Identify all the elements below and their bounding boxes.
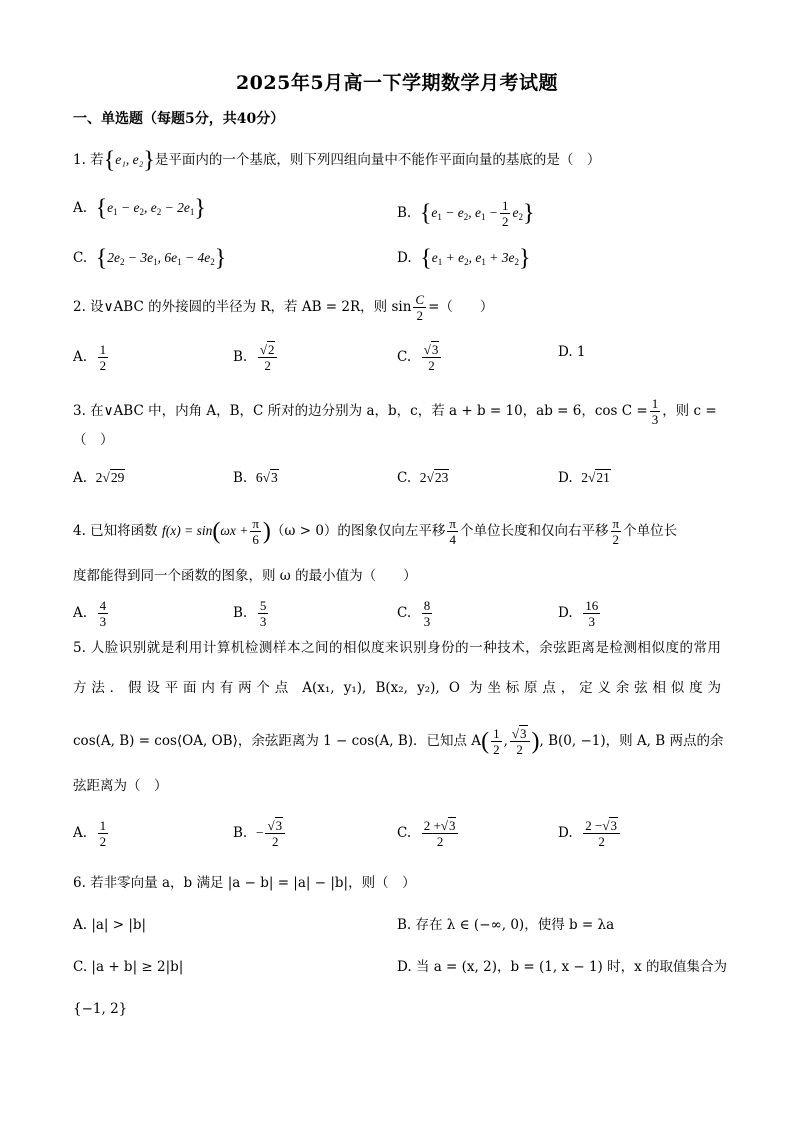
q5-option-d: D. $\frac{2 -√3}{2}$ (558, 818, 622, 849)
q6-option-a: A. |a| > |b| (73, 917, 147, 933)
question-5-line4: 弦距离为（ ） (73, 778, 168, 794)
question-4: 4. 已知将函数 f(x) = sin(ωx + $\frac{\pi}{6}$ )（ω > 0）的图象仅向左平移 $\frac{\pi}{4}$ 个单位长度和仅向右平移 $\frac{\pi}{2}$ 个单位长 (73, 516, 678, 547)
question-5-line3: cos(A, B) = cos⟨OA, OB⟩，余弦距离为 1 − cos(A, B)．已知点 A( $\frac{1}{2}$ , $\frac{√3}{2}$ ), B(0, −1)，则 A, B 两点的余 (73, 726, 724, 757)
q4-option-a: A. $\frac{4}{3}$ (73, 598, 107, 629)
q1-option-b: B. {$e_1 - e_2$, $e_1$ − $\frac{1}{2}$ $e_2$} (397, 198, 535, 229)
q3-option-c: C. 2√23 (397, 470, 449, 486)
q6-option-b: B. 存在 λ ∈ (−∞, 0)，使得 b = λa (397, 917, 615, 933)
q3-option-d: D. 2√21 (558, 470, 610, 486)
question-3-line2: （ ） (73, 432, 114, 448)
q5-option-c: C. $\frac{2 +√3}{2}$ (397, 818, 460, 849)
question-6: 6. 若非零向量 a，b 满足 |a − b| = |a| − |b|，则（ ） (73, 875, 416, 891)
q3-option-a: A. 2√29 (73, 470, 125, 486)
q4-option-c: C. $\frac{8}{3}$ (397, 598, 431, 629)
page-title: 2025年5月高一下学期数学月考试题 (235, 72, 559, 94)
q5-option-a: A. $\frac{1}{2}$ (73, 818, 107, 849)
q2-option-b: B. $\frac{√2}{2}$ (233, 342, 279, 373)
q1-option-a: A. {$e_1 - e_2$, $e_2 - 2e_1$} (73, 195, 206, 222)
question-5-line2: 方法．假设平面内有两个点 A(x₁, y₁), B(x₂, y₂), O 为坐标原点，定义余弦相似度为 (73, 680, 721, 696)
q1-option-d: D. {$e_1 + e_2$, $e_1 + 3e_2$} (397, 245, 531, 272)
q6-option-d-continued: {−1, 2} (73, 1001, 128, 1017)
q2-option-c: C. $\frac{√3}{2}$ (397, 342, 443, 373)
q2-option-d: D. 1 (558, 344, 586, 360)
q5-option-b: B. − $\frac{√3}{2}$ (233, 818, 287, 849)
q4-option-d: D. $\frac{16}{3}$ (558, 598, 599, 629)
q6-option-c: C. |a + b| ≥ 2|b| (73, 959, 184, 975)
question-4-line2: 度都能得到同一个函数的图象，则 ω 的最小值为（ ） (73, 568, 417, 584)
question-1: 1. 若{e₁, e₂}是平面内的一个基底，则下列四组向量中不能作平面向量的基底的是（ ） (73, 147, 601, 174)
q1-option-c: C. {$2e_2 - 3e_1$, $6e_1 - 4e_2$} (73, 245, 227, 272)
q2-option-a: A. $\frac{1}{2}$ (73, 342, 107, 373)
q3-option-b: B. 6√3 (233, 470, 278, 486)
q4-option-b: B. $\frac{5}{3}$ (233, 598, 267, 629)
question-5-line1: 5. 人脸识别就是利用计算机检测样本之间的相似度来识别身份的一种技术，余弦距离是检测相似度的常用 (73, 640, 721, 656)
section-heading: 一、单选题（每题5分，共40分） (73, 111, 285, 127)
basis-vectors: e₁, e₂ (115, 152, 144, 167)
question-2: 2. 设∨ABC 的外接圆的半径为 R，若 AB = 2R，则 sin $\frac{C}{2}$ =（ ） (73, 292, 494, 323)
question-3: 3. 在∨ABC 中，内角 A，B，C 所对的边分别为 a，b，c，若 a + b = 10，ab = 6，cos C = $\frac{1}{3}$ ，则 c = (73, 396, 717, 427)
q6-option-d: D. 当 a = (x, 2)，b = (1, x − 1) 时，x 的取值集合为 (397, 959, 728, 975)
